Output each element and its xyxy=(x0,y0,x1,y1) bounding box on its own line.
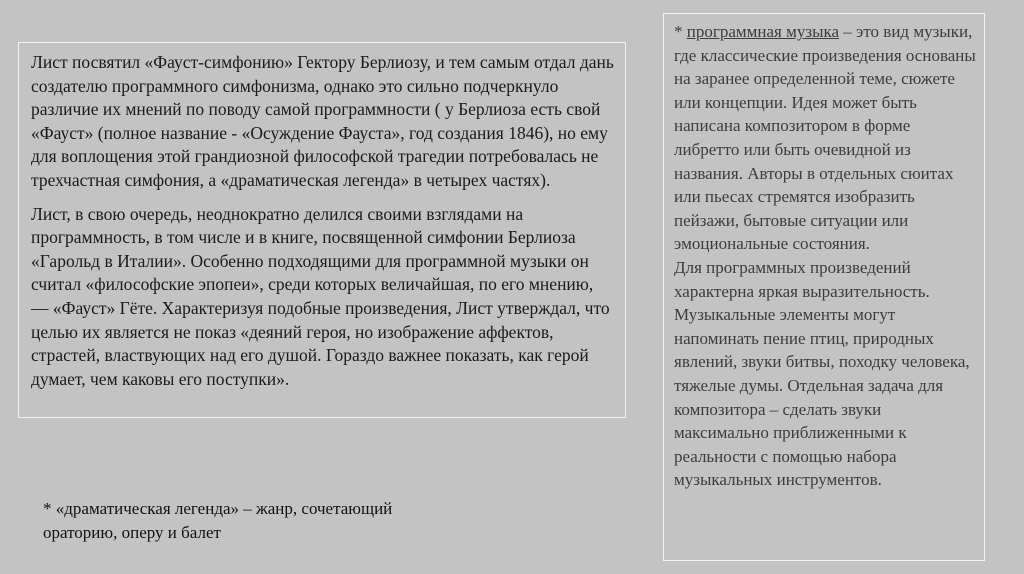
main-text-box xyxy=(18,42,626,418)
side-note-paragraph-2: Для программных произведений характерна яркая выразительность. Музыкальные элементы могут напоминать пение птиц, природных явлений, звуки битвы, походку человека, тяжелые думы. Отдельная задача для композитора – сделать звуки максимально приближенными к реальности с помощью набора музыкальных инструментов. xyxy=(674,257,970,490)
main-paragraph-2: Лист, в свою очередь, неоднократно делился своими взглядами на программность, в том числе и в книге, посвященной симфонии Берлиоза «Гарольд в Италии». Особенно подходящими для программной музыки он считал «философские эпопеи», среди которых величайшая, по его мнению, — «Фауст» Гёте. Характеризуя подобные произведения, Лист утверждал, что целью их является не показ «деяний героя, но изображение аффектов, страстей, властвующих над его душой. Гораздо важнее показать, как герой думает, чем каковы его поступки». xyxy=(31,203,610,389)
main-paragraph-1: Лист посвятил «Фауст-симфонию» Гектору Берлиозу, и тем самым отдал дань создателю программного симфонизма, однако это сильно подчеркнуло различие их мнений по поводу самой программности ( у Берлиоза есть свой «Фауст» (полное название - «Осуждение Фауста», год создания 1846), но ему для воплощения этой грандиозной философской трагедии потребовалась не трехчастная симфония, а «драматическая легенда» в четырех частях). xyxy=(31,52,614,190)
side-note-asterisk: * xyxy=(674,22,687,41)
side-note-box xyxy=(663,13,985,561)
footnote-dramatic-legend: * «драматическая легенда» – жанр, сочетающий ораторию, оперу и балет xyxy=(43,499,393,542)
side-note-term: программная музыка xyxy=(686,22,840,41)
side-note-definition: – это вид музыки, где классические произведения основаны на заранее определенной теме, сюжете или концепции. Идея может быть написана композитором в форме либретто или быть очевидной из названия. Авторы в отдельных сюитах или пьесах стремятся изобразить пейзажи, бытовые ситуации или эмоциональные состояния. xyxy=(674,22,976,254)
side-note-paragraph-1 xyxy=(674,20,978,256)
